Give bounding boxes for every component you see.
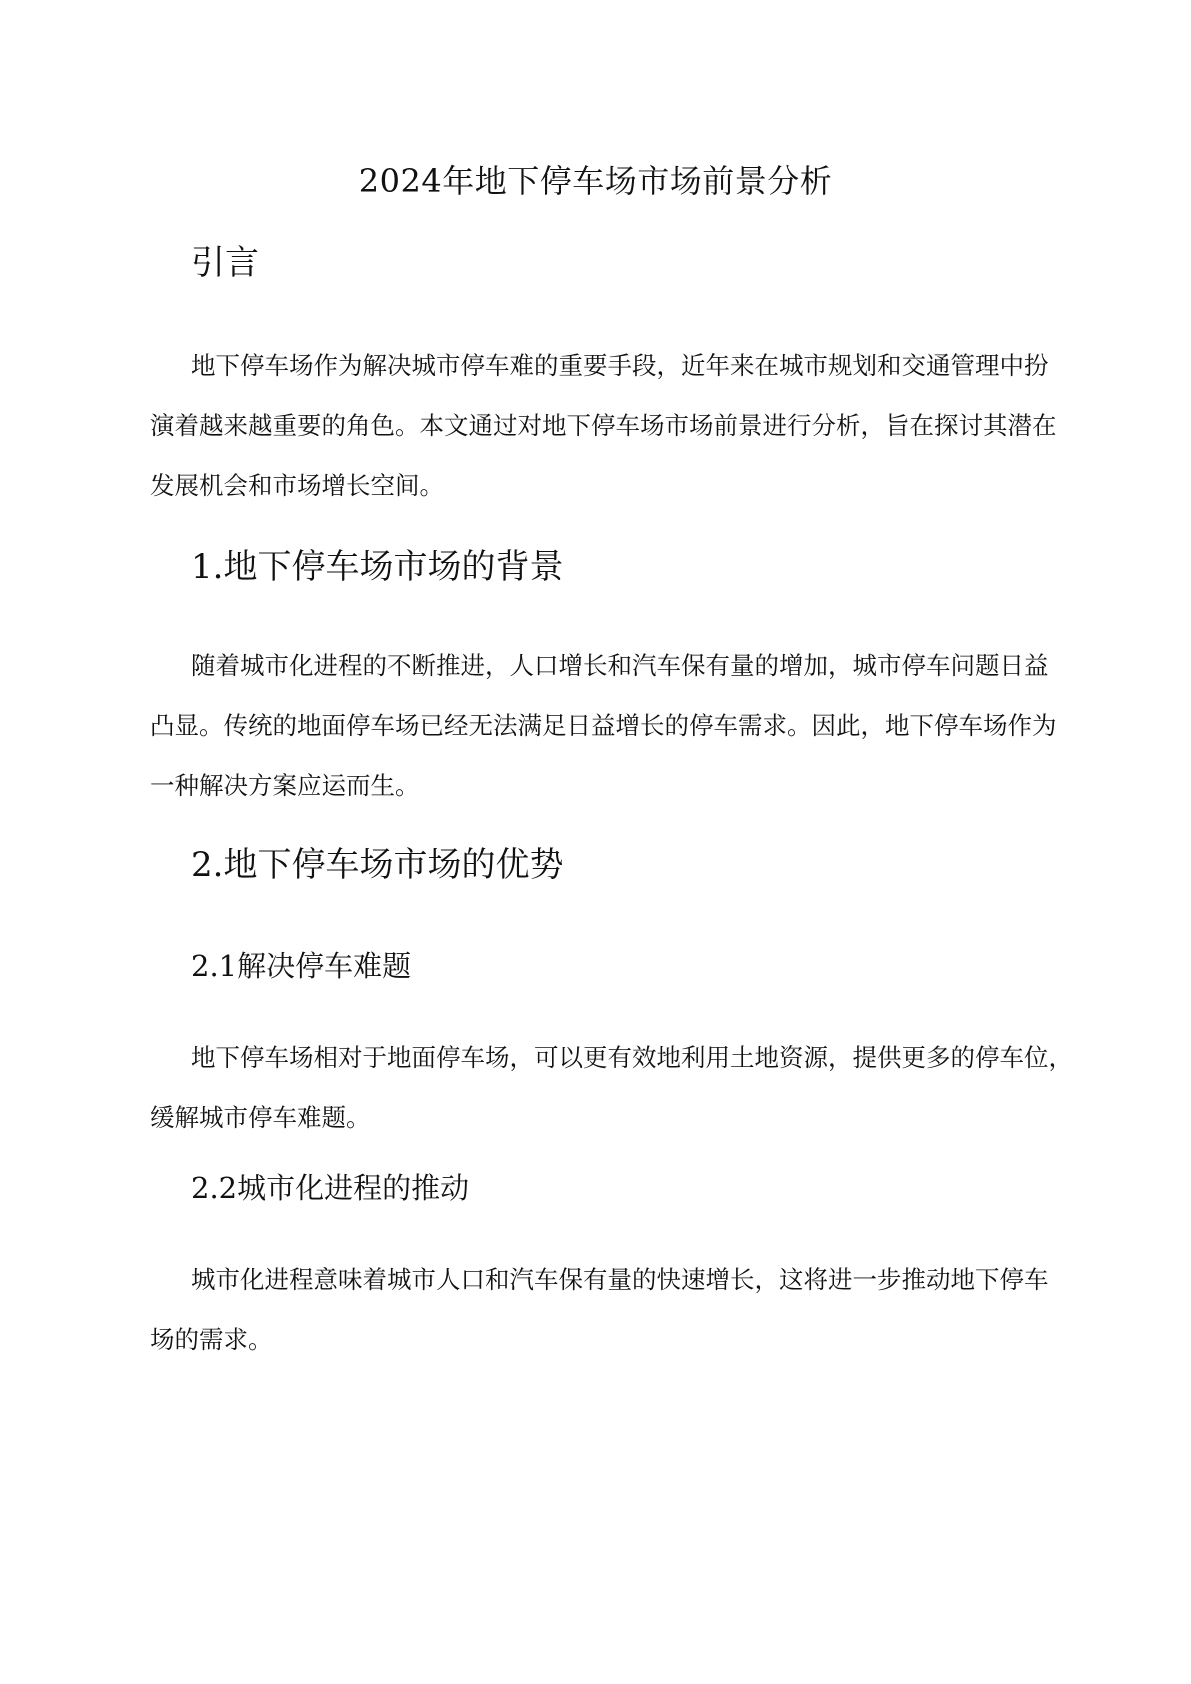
section-1-paragraph: [150, 636, 1090, 816]
subsection-2-2-paragraph: [150, 1250, 1090, 1370]
paragraph-line: 城市化进程意味着城市人口和汽车保有量的快速增长，这将进一步推动地下停车: [191, 1265, 1049, 1294]
paragraph-line: 地下停车场作为解决城市停车难的重要手段，近年来在城市规划和交通管理中扮: [191, 351, 1049, 380]
paragraph-line: 一种解决方案应运而生。: [150, 771, 420, 800]
intro-heading: 引言: [191, 243, 259, 283]
intro-paragraph: [150, 336, 1090, 516]
paragraph-line: 缓解城市停车难题。: [150, 1103, 371, 1132]
paragraph-line: 随着城市化进程的不断推进，人口增长和汽车保有量的增加，城市停车问题日益: [191, 651, 1049, 680]
paragraph-line: 地下停车场相对于地面停车场，可以更有效地利用土地资源，提供更多的停车位，: [191, 1043, 1073, 1072]
subsection-2-2-heading: 2.2城市化进程的推动: [191, 1171, 470, 1205]
paragraph-line: 发展机会和市场增长空间。: [150, 471, 444, 500]
subsection-2-1-paragraph: [150, 1028, 1090, 1148]
section-1-heading: 1.地下停车场市场的背景: [191, 547, 564, 587]
paragraph-line: 场的需求。: [150, 1325, 273, 1354]
paragraph-line: 凸显。传统的地面停车场已经无法满足日益增长的停车需求。因此，地下停车场作为: [150, 711, 1057, 740]
paragraph-line: 演着越来越重要的角色。本文通过对地下停车场市场前景进行分析，旨在探讨其潜在: [150, 411, 1057, 440]
section-2-heading: 2.地下停车场市场的优势: [191, 845, 564, 885]
document-title: 2024年地下停车场市场前景分析: [358, 162, 833, 200]
subsection-2-1-heading: 2.1解决停车难题: [191, 949, 412, 983]
